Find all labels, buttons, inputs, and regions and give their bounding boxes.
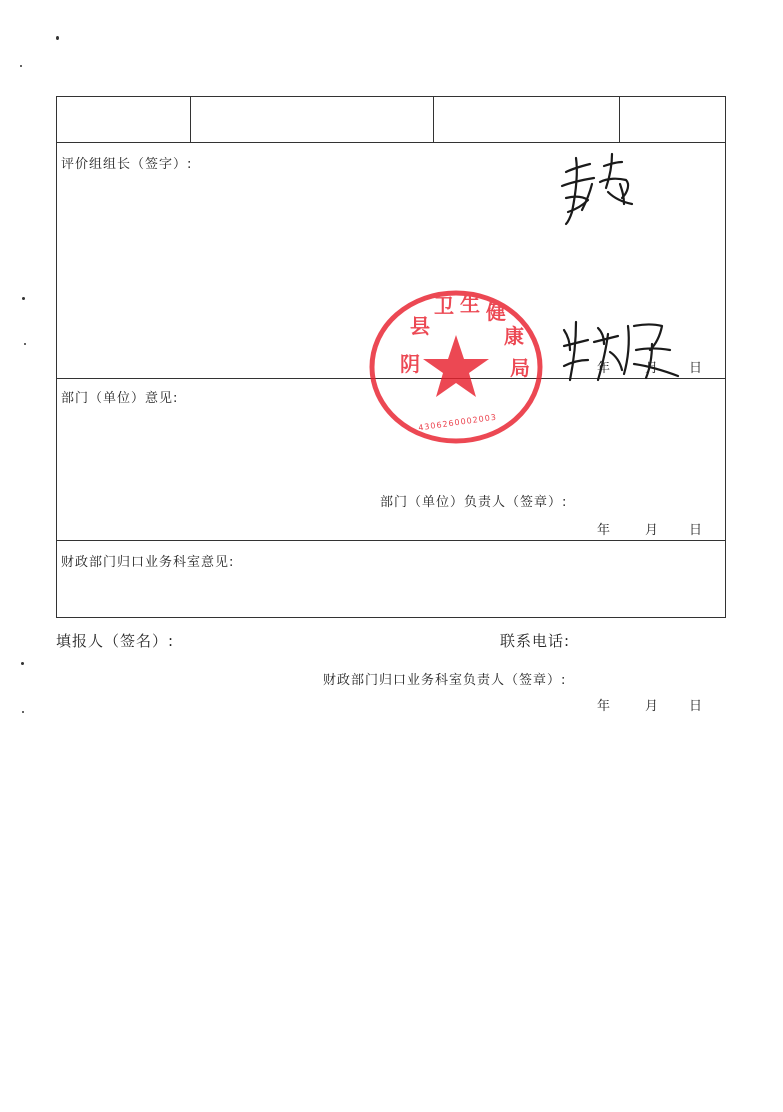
- scan-speck: [22, 711, 24, 713]
- seal-code-text: 4306260002003: [417, 412, 498, 433]
- column-divider: [433, 97, 434, 143]
- date-year: 年: [597, 523, 611, 538]
- svg-text:生: 生: [460, 292, 480, 316]
- svg-text:卫: 卫: [434, 294, 454, 318]
- svg-text:县: 县: [410, 314, 430, 338]
- leader-handwritten-signature: [552, 152, 648, 230]
- svg-text:局: 局: [510, 356, 530, 380]
- star-icon: [423, 335, 489, 397]
- scan-speck: [20, 65, 22, 67]
- date-month: 月: [645, 523, 659, 538]
- date-day: 日: [689, 361, 703, 376]
- svg-text:健: 健: [486, 300, 506, 324]
- date-day: 日: [689, 699, 703, 714]
- column-divider: [190, 97, 191, 143]
- date-month: 月: [645, 361, 659, 376]
- department-head-handwritten-signature: [558, 316, 684, 392]
- finance-signature-date: [597, 695, 707, 714]
- date-year: 年: [597, 699, 611, 714]
- finance-opinion-label: 财政部门归口业务科室意见:: [61, 555, 235, 570]
- scan-speck: [21, 662, 24, 665]
- finance-opinion-section: [57, 541, 725, 717]
- scan-speck: [24, 343, 26, 345]
- department-signature-date: [597, 519, 707, 538]
- svg-text:阴: 阴: [400, 352, 420, 376]
- svg-text:康: 康: [504, 324, 524, 348]
- leader-signature-label: 评价组组长（签字）:: [61, 157, 193, 172]
- finance-head-signature-label: 财政部门归口业务科室负责人（签章）:: [323, 673, 567, 688]
- date-month: 月: [645, 699, 659, 714]
- form-header-row: [57, 97, 725, 143]
- date-day: 日: [689, 523, 703, 538]
- contact-phone-label: 联系电话:: [500, 632, 571, 650]
- scan-speck: [22, 297, 25, 300]
- filler-signature-label: 填报人（签名）:: [56, 632, 175, 650]
- column-divider: [619, 97, 620, 143]
- scan-speck: [56, 36, 59, 40]
- department-head-signature-label: 部门（单位）负责人（签章）:: [380, 495, 568, 510]
- department-opinion-label: 部门（单位）意见:: [61, 391, 179, 406]
- date-year: 年: [597, 361, 611, 376]
